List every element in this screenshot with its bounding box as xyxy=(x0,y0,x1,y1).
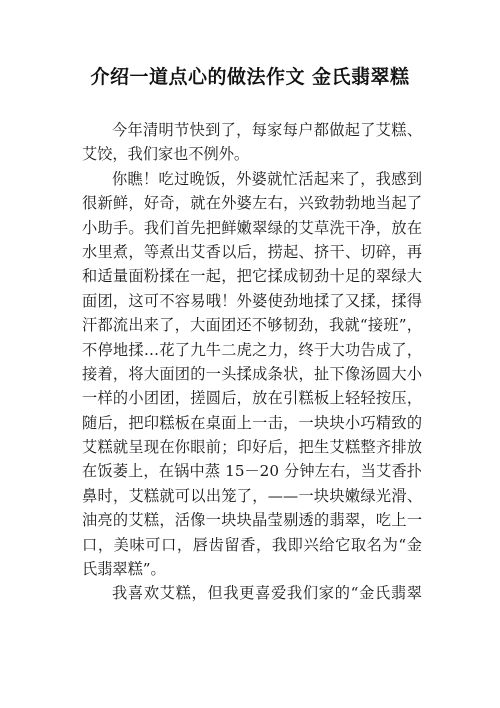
body-line: 艾糕就呈现在你眼前；印好后，把生艾糕整齐排放 xyxy=(82,438,422,457)
body-line: 小助手。我们首先把鲜嫩翠绿的艾草洗干净，放在 xyxy=(82,218,422,237)
body-line: 很新鲜，好奇，就在外婆左右，兴致勃勃地当起了 xyxy=(82,194,422,213)
body-line: 水里煮，等煮出艾香以后，捞起、挤干、切碎，再 xyxy=(82,242,422,261)
body-line: 你瞧！吃过晚饭，外婆就忙活起来了，我感到 xyxy=(112,169,422,188)
body-line: 和适量面粉揉在一起，把它揉成韧劲十足的翠绿大 xyxy=(82,267,422,286)
body-line: 在饭萎上，在锅中蒸 15－20 分钟左右，当艾香扑 xyxy=(82,462,422,481)
body-line: 随后，把印糕板在桌面上一击，一块块小巧精致的 xyxy=(82,413,422,432)
body-line: 接着，将大面团的一头揉成条状，扯下像汤圆大小 xyxy=(82,364,422,383)
body-line: 我喜欢艾糕，但我更喜爱我们家的“金氏翡翠 xyxy=(112,584,422,603)
body-line: 今年清明节快到了，每家每户都做起了艾糕、 xyxy=(112,121,422,139)
body-line: 一样的小团团，搓圆后，放在引糕板上轻轻按压， xyxy=(82,389,422,408)
body-line: 艾饺，我们家也不例外。 xyxy=(82,145,250,164)
body-line: 油亮的艾糕，活像一块块晶莹剔透的翡翠，吃上一 xyxy=(82,511,422,530)
body-line: 不停地揉…花了九牛二虎之力，终于大功告成了， xyxy=(82,340,422,359)
body-line: 鼻时，艾糕就可以出笼了，——一块块嫩绿光滑、 xyxy=(82,486,422,505)
body-line: 口，美味可口，唇齿留香，我即兴给它取名为“金 xyxy=(82,535,422,554)
document-body xyxy=(82,118,422,606)
body-line: 面团，这可不容易哦！外婆使劲地揉了又揉，揉得 xyxy=(82,291,422,310)
document-title: 介绍一道点心的做法作文 金氏翡翠糕 xyxy=(90,66,410,88)
body-line: 汗都流出来了，大面团还不够韧劲，我就“接班”， xyxy=(82,316,422,335)
body-line: 氏翡翠糕”。 xyxy=(82,560,166,579)
